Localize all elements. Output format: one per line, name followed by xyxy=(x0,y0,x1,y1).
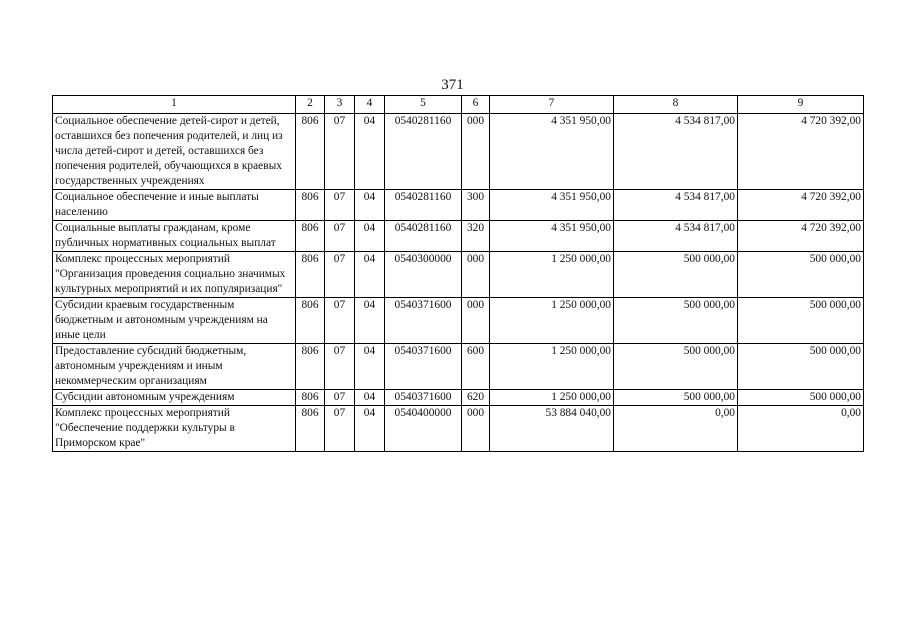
table-row xyxy=(53,252,864,298)
expense-type-code: 320 xyxy=(462,221,490,252)
header-cell-4: 4 xyxy=(355,96,385,114)
target-article-code: 0540371600 xyxy=(385,344,462,390)
ministry-code: 806 xyxy=(296,298,325,344)
expense-type-code: 000 xyxy=(462,406,490,452)
section-code: 07 xyxy=(325,114,355,190)
amount-col-9: 4 720 392,00 xyxy=(738,190,864,221)
amount-col-7: 53 884 040,00 xyxy=(490,406,614,452)
table-row xyxy=(53,390,864,406)
page-number: 371 xyxy=(441,77,464,93)
amount-col-8: 500 000,00 xyxy=(614,252,738,298)
header-cell-1: 1 xyxy=(53,96,296,114)
ministry-code: 806 xyxy=(296,406,325,452)
header-row xyxy=(53,96,864,114)
target-article-code: 0540371600 xyxy=(385,390,462,406)
row-name: Предоставление субсидий бюджетным, автономным учреждениям и иным некоммерческим организациям xyxy=(53,344,296,390)
amount-col-8: 500 000,00 xyxy=(614,390,738,406)
row-name: Социальное обеспечение детей-сирот и детей, оставшихся без попечения родителей, и лиц из числа детей-сирот и детей, оставшихся без попечения родителей, обучающихся в краевых государственных учреждениях xyxy=(53,114,296,190)
section-code: 07 xyxy=(325,344,355,390)
expense-type-code: 000 xyxy=(462,298,490,344)
row-name: Комплекс процессных мероприятий "Обеспечение поддержки культуры в Приморском крае" xyxy=(53,406,296,452)
header-cell-8: 8 xyxy=(614,96,738,114)
table-row xyxy=(53,298,864,344)
ministry-code: 806 xyxy=(296,114,325,190)
table-row xyxy=(53,406,864,452)
row-name: Субсидии автономным учреждениям xyxy=(53,390,296,406)
amount-col-9: 4 720 392,00 xyxy=(738,221,864,252)
section-code: 07 xyxy=(325,252,355,298)
ministry-code: 806 xyxy=(296,252,325,298)
subsection-code: 04 xyxy=(355,390,385,406)
table-row xyxy=(53,190,864,221)
expense-type-code: 620 xyxy=(462,390,490,406)
header-cell-3: 3 xyxy=(325,96,355,114)
amount-col-7: 1 250 000,00 xyxy=(490,344,614,390)
subsection-code: 04 xyxy=(355,344,385,390)
expense-type-code: 300 xyxy=(462,190,490,221)
target-article-code: 0540281160 xyxy=(385,221,462,252)
amount-col-8: 500 000,00 xyxy=(614,298,738,344)
ministry-code: 806 xyxy=(296,190,325,221)
budget-table xyxy=(52,95,864,452)
amount-col-7: 4 351 950,00 xyxy=(490,114,614,190)
subsection-code: 04 xyxy=(355,221,385,252)
subsection-code: 04 xyxy=(355,190,385,221)
amount-col-7: 4 351 950,00 xyxy=(490,221,614,252)
amount-col-9: 500 000,00 xyxy=(738,298,864,344)
section-code: 07 xyxy=(325,298,355,344)
section-code: 07 xyxy=(325,190,355,221)
table-row xyxy=(53,114,864,190)
amount-col-8: 4 534 817,00 xyxy=(614,114,738,190)
ministry-code: 806 xyxy=(296,344,325,390)
amount-col-9: 4 720 392,00 xyxy=(738,114,864,190)
amount-col-8: 4 534 817,00 xyxy=(614,190,738,221)
header-cell-9: 9 xyxy=(738,96,864,114)
amount-col-9: 0,00 xyxy=(738,406,864,452)
amount-col-7: 4 351 950,00 xyxy=(490,190,614,221)
header-cell-7: 7 xyxy=(490,96,614,114)
ministry-code: 806 xyxy=(296,221,325,252)
target-article-code: 0540281160 xyxy=(385,114,462,190)
amount-col-7: 1 250 000,00 xyxy=(490,298,614,344)
amount-col-9: 500 000,00 xyxy=(738,390,864,406)
amount-col-8: 0,00 xyxy=(614,406,738,452)
amount-col-9: 500 000,00 xyxy=(738,252,864,298)
expense-type-code: 600 xyxy=(462,344,490,390)
header-cell-5: 5 xyxy=(385,96,462,114)
subsection-code: 04 xyxy=(355,298,385,344)
table-row xyxy=(53,344,864,390)
section-code: 07 xyxy=(325,406,355,452)
row-name: Субсидии краевым государственным бюджетным и автономным учреждениям на иные цели xyxy=(53,298,296,344)
table-row xyxy=(53,221,864,252)
subsection-code: 04 xyxy=(355,252,385,298)
amount-col-7: 1 250 000,00 xyxy=(490,252,614,298)
target-article-code: 0540400000 xyxy=(385,406,462,452)
amount-col-8: 4 534 817,00 xyxy=(614,221,738,252)
target-article-code: 0540371600 xyxy=(385,298,462,344)
amount-col-7: 1 250 000,00 xyxy=(490,390,614,406)
ministry-code: 806 xyxy=(296,390,325,406)
subsection-code: 04 xyxy=(355,114,385,190)
section-code: 07 xyxy=(325,221,355,252)
subsection-code: 04 xyxy=(355,406,385,452)
header-cell-6: 6 xyxy=(462,96,490,114)
amount-col-8: 500 000,00 xyxy=(614,344,738,390)
amount-col-9: 500 000,00 xyxy=(738,344,864,390)
row-name: Комплекс процессных мероприятий "Организация проведения социально значимых культурных мероприятий и их популяризация" xyxy=(53,252,296,298)
section-code: 07 xyxy=(325,390,355,406)
row-name: Социальные выплаты гражданам, кроме публичных нормативных социальных выплат xyxy=(53,221,296,252)
row-name: Социальное обеспечение и иные выплаты населению xyxy=(53,190,296,221)
header-cell-2: 2 xyxy=(296,96,325,114)
target-article-code: 0540300000 xyxy=(385,252,462,298)
expense-type-code: 000 xyxy=(462,252,490,298)
target-article-code: 0540281160 xyxy=(385,190,462,221)
expense-type-code: 000 xyxy=(462,114,490,190)
